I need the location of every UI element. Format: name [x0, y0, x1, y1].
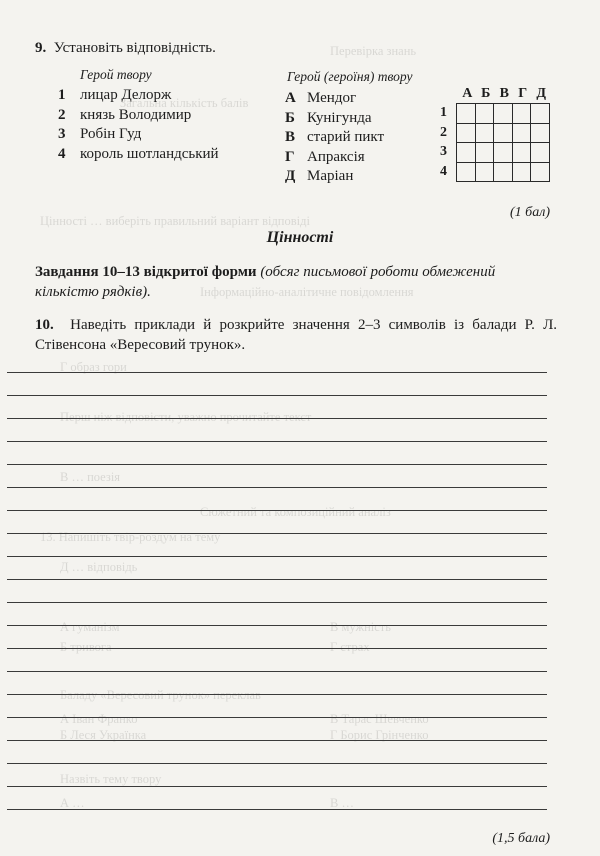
answer-line[interactable] [7, 441, 547, 442]
answer-line[interactable] [7, 556, 547, 557]
grid-cell[interactable] [531, 162, 550, 182]
grid-cell[interactable] [531, 104, 550, 124]
answer-line[interactable] [7, 579, 547, 580]
answer-line[interactable] [7, 648, 547, 649]
grid-cell[interactable] [512, 104, 531, 124]
answer-line[interactable] [7, 740, 547, 741]
question-text: Установіть відповідність. [53, 40, 216, 56]
answer-line[interactable] [7, 809, 547, 810]
task-note: (обсяг письмової роботи обмежений кількістю рядків). [35, 264, 496, 300]
task-range: Завдання 10–13 відкритої форми [35, 264, 257, 280]
grid-cell[interactable] [457, 123, 476, 143]
grid-cell[interactable] [457, 143, 476, 163]
answer-line[interactable] [7, 418, 547, 419]
grid-cell[interactable] [475, 104, 494, 124]
answer-line[interactable] [7, 602, 547, 603]
task-instructions [35, 262, 557, 302]
grid-cell[interactable] [531, 123, 550, 143]
list-item: А Мендог [285, 90, 357, 106]
answer-grid-numbers: 1 2 3 4 [440, 105, 447, 179]
answer-line[interactable] [7, 717, 547, 718]
question-number: 10. [35, 317, 54, 333]
column-header-right: Герой (героїня) твору [287, 69, 413, 84]
answer-grid [456, 103, 550, 182]
question-number: 9. [35, 40, 47, 56]
answer-line[interactable] [7, 372, 547, 373]
question-text: Наведіть приклади й розкрийте значення 2–3 символів із балади Р. Л. Стівенсона «Вересовий трунок». [35, 317, 557, 353]
left-list [58, 86, 219, 164]
grid-cell[interactable] [512, 162, 531, 182]
answer-line[interactable] [7, 395, 547, 396]
bleed-through: Перевірка знань Загальна кількість балів Цінності … виберіть правильний варіант відповіді Інформаційно-аналітичне повідомлення Г образ гори Перш ніж відповісти, уважно прочитайте текст В … поезія Сюжетний та композиційний аналіз 13. Напишіть твір-роздум на тему Д … відповідь А гуманізм В мужність Б тривога Г страх Баладу «Вересовий трунок» переклав А Іван Франко В Тарас Шевченко Б Леся Українка Г Борис Грінченко Назвіть тему твору А … В … [40, 44, 429, 810]
answer-line[interactable] [7, 533, 547, 534]
question-9-prompt [35, 40, 216, 57]
answer-grid-letters: А Б В Г Д [462, 86, 547, 101]
answer-line[interactable] [7, 786, 547, 787]
grid-cell[interactable] [457, 162, 476, 182]
answer-line[interactable] [7, 464, 547, 465]
grid-cell[interactable] [475, 123, 494, 143]
grid-cell[interactable] [457, 104, 476, 124]
list-item: В старий пикт [285, 129, 385, 145]
score-q9: (1 бал) [510, 205, 550, 220]
grid-cell[interactable] [494, 123, 513, 143]
score-q10: (1,5 бала) [492, 831, 550, 846]
list-item: Д Маріан [285, 168, 354, 184]
answer-line[interactable] [7, 671, 547, 672]
grid-cell[interactable] [475, 162, 494, 182]
grid-cell[interactable] [494, 162, 513, 182]
list-item: 3 Робін Гуд [58, 126, 142, 142]
section-title: Цінності [266, 229, 334, 246]
answer-line[interactable] [7, 625, 547, 626]
answer-line[interactable] [7, 763, 547, 764]
grid-cell[interactable] [512, 123, 531, 143]
answer-line[interactable] [7, 510, 547, 511]
grid-cell[interactable] [494, 143, 513, 163]
list-item: Б Кунігунда [285, 109, 372, 126]
list-item: Г Апраксія [285, 148, 365, 165]
list-item: 4 король шотландський [58, 145, 219, 162]
grid-cell[interactable] [512, 143, 531, 163]
list-item: 2 князь Володимир [58, 106, 192, 123]
grid-cell[interactable] [494, 104, 513, 124]
right-list [285, 89, 384, 187]
question-10 [35, 315, 557, 355]
column-header-left: Герой твору [80, 67, 152, 82]
grid-cell[interactable] [531, 143, 550, 163]
answer-line[interactable] [7, 694, 547, 695]
list-item: 1 лицар Делорж [58, 87, 172, 103]
answer-line[interactable] [7, 487, 547, 488]
grid-cell[interactable] [475, 143, 494, 163]
